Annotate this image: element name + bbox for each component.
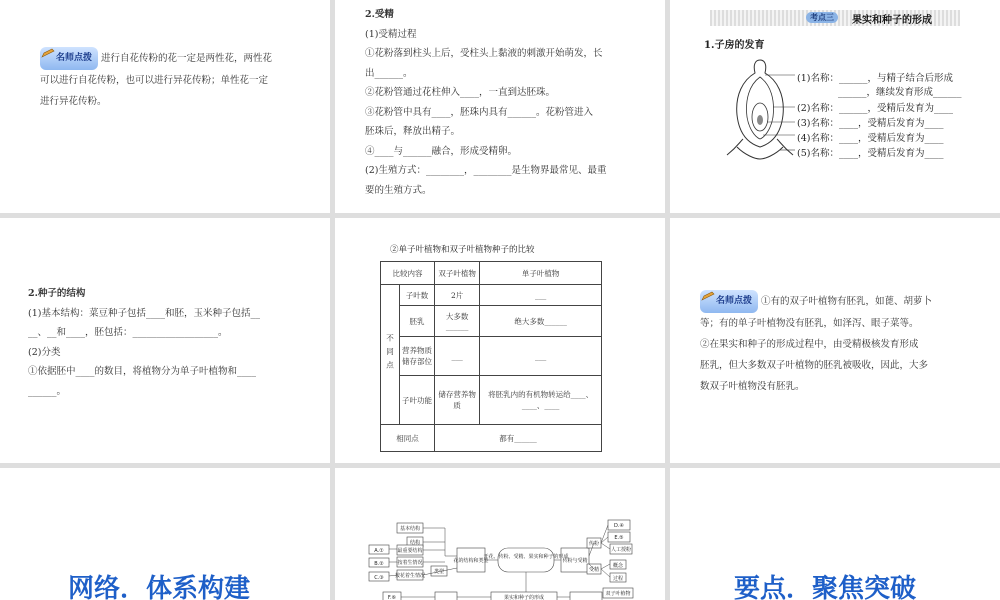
concept-map <box>335 468 665 600</box>
seed-structure-text: 2.种子的结构 (1)基本结构：菜豆种子包括____和胚，玉米种子包括__ __、__和____，胚包括：__________________。 (2)分类 ①依据胚中____的数目，将植物分为单子叶植物和____ ______。 <box>28 284 308 401</box>
slide-network-title[interactable] <box>0 468 330 600</box>
teacher-tip-badge: 名师点拨 <box>700 290 758 313</box>
svg-text:概念: 概念 <box>612 563 624 569</box>
svg-text:人工授粉: 人工授粉 <box>610 547 632 553</box>
svg-text:过程: 过程 <box>612 576 624 582</box>
slide-ovary-development[interactable] <box>670 0 1000 213</box>
svg-text:传粉与受精: 传粉与受精 <box>562 558 588 564</box>
label-2: (2)名称：______，受精后发育为____ <box>797 103 953 114</box>
label-1-cont: ______，继续发育形成______ <box>838 87 962 98</box>
svg-text:B.②: B.② <box>374 561 384 567</box>
table-caption: ②单子叶植物和双子叶植物种子的比较 <box>390 245 535 255</box>
section-title: 果实和种子的形成 <box>852 15 932 26</box>
section-heading: 2.种子的结构 <box>28 288 86 299</box>
label-5: (5)名称：____，受精后发育为____ <box>797 148 944 159</box>
label-4: (4)名称：____，受精后发育为____ <box>797 133 944 144</box>
svg-text:果实和种子的形成: 果实和种子的形成 <box>503 595 545 600</box>
table-row: 相同点 都有______ <box>381 425 602 452</box>
slide-seed-comparison[interactable] <box>335 218 665 463</box>
svg-text:E.⑤: E.⑤ <box>614 535 624 541</box>
slide-title: 要点．聚焦突破 <box>734 574 917 600</box>
svg-text:花的结构和类型: 花的结构和类型 <box>453 558 489 564</box>
slide-fertilization[interactable] <box>335 0 665 213</box>
svg-text:结构: 结构 <box>409 540 421 546</box>
slide-concept-map[interactable] <box>335 468 665 600</box>
table-row: 子叶功能 储存营养物质 将胚乳内的有机物转运给____、____、____ <box>381 376 602 425</box>
svg-text:双子叶植物: 双子叶植物 <box>605 591 631 597</box>
slide-seed-structure[interactable] <box>0 218 330 463</box>
ovary-diagram <box>725 55 795 165</box>
tip-text: 名师点拨 进行自花传粉的花一定是两性花，两性花 可以进行自花传粉，也可以进行异花传粉；单性花一定 进行异花传粉。 <box>40 47 300 112</box>
comparison-table <box>380 261 602 452</box>
svg-text:A.①: A.① <box>374 548 384 554</box>
label-1: (1)名称：______，与精子结合后形成 <box>797 73 953 84</box>
table-header-row: 比较内容 双子叶植物 单子叶植物 <box>381 262 602 285</box>
svg-text:按着生情况: 按着生情况 <box>397 560 423 566</box>
slide-teacher-tip[interactable] <box>0 0 330 213</box>
section-heading: 2.受精 <box>365 9 394 20</box>
slide-keypoints-title[interactable] <box>670 468 1000 600</box>
table-row: 胚乳 大多数______ 绝大多数______ <box>381 306 602 337</box>
teacher-tip-badge: 名师点拨 <box>40 47 98 70</box>
center-node-label: 开花、传粉、受精、果实和种子的形成 <box>483 554 569 560</box>
svg-text:类型: 类型 <box>433 569 445 575</box>
topic-badge: 考点三 <box>806 12 838 23</box>
fertilization-text: 2.受精 (1)受精过程 ①花粉落到柱头上后，受柱头上黏液的刺激开始萌发，长 出______。 ②花粉管通过花柱伸入____，一直到达胚珠。 ③花粉管中具有____，胚珠内具有______。花粉管进入 胚珠后，释放出精子。 ④____与______融合，形成受精卵。 (2)生殖方式：________，________是生物界最常见、最重 要的生殖方式。 <box>365 5 645 200</box>
svg-text:C.③: C.③ <box>374 575 384 581</box>
svg-text:D.④: D.④ <box>614 523 624 529</box>
slide-teacher-tip-2[interactable] <box>670 218 1000 463</box>
tip-text: 名师点拨 ①有的双子叶植物有胚乳，如蓖、胡萝卜 等；有的单子叶植物没有胚乳，如泽泻、眼子菜等。 ②在果实和种子的形成过程中，由受精极核发育形成 胚乳，但大多数双子叶植物的胚乳被吸收，因此，大多 数双子叶植物没有胚乳。 <box>700 290 970 397</box>
svg-text:最重要结构: 最重要结构 <box>397 548 423 554</box>
pencil-icon <box>701 291 715 301</box>
table-row: 不同点 子叶数 2片 ___ <box>381 285 602 306</box>
svg-text:按花着生情况: 按花着生情况 <box>394 573 426 579</box>
svg-text:受精: 受精 <box>588 567 600 573</box>
table-row: 营养物质储存部位 ___ ___ <box>381 337 602 376</box>
svg-text:F.⑥: F.⑥ <box>387 595 397 600</box>
center-node <box>498 548 554 572</box>
slide-title: 网络．体系构建 <box>68 574 251 600</box>
svg-text:传粉: 传粉 <box>588 541 600 547</box>
label-3: (3)名称：____，受精后发育为____ <box>797 118 944 129</box>
subsection-heading: 1.子房的发育 <box>704 40 765 51</box>
section-banner <box>710 10 960 26</box>
svg-text:基本结构: 基本结构 <box>399 526 421 532</box>
pencil-icon <box>41 48 55 58</box>
